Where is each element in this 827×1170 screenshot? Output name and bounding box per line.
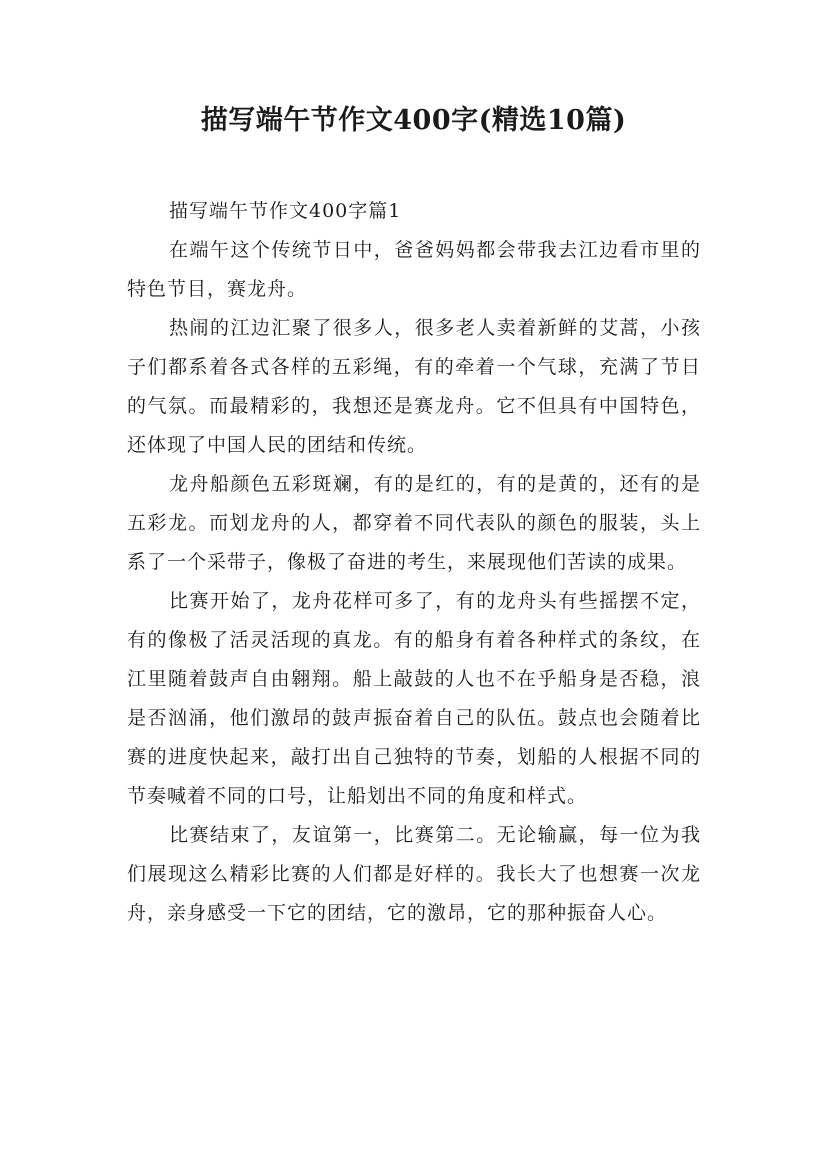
paragraph-2: 热闹的江边汇聚了很多人，很多老人卖着新鲜的艾蒿，小孩子们都系着各式各样的五彩绳，有的牵着一个气球，充满了节日的气氛。而最精彩的，我想还是赛龙舟。它不但具有中国特色，还体现了中国人民的团结和传统。 (127, 317, 701, 456)
paragraph-5: 比赛结束了，友谊第一，比赛第二。无论输赢，每一位为我们展现这么精彩比赛的人们都是好样的。我长大了也想赛一次龙舟，亲身感受一下它的团结，它的激昂，它的那种振奋人心。 (127, 824, 701, 924)
paragraph-4: 比赛开始了，龙舟花样可多了，有的龙舟头有些摇摆不定，有的像极了活灵活现的真龙。有的船身有着各种样式的条纹，在江里随着鼓声自由翱翔。船上敲鼓的人也不在乎船身是否稳，浪是否汹涌，他们激昂的鼓声振奋着自己的队伍。鼓点也会随着比赛的进度快起来，敲打出自己独特的节奏，划船的人根据不同的节奏喊着不同的口号，让船划出不同的角度和样式。 (127, 590, 701, 807)
paragraph-1: 在端午这个传统节日中，爸爸妈妈都会带我去江边看市里的特色节目，赛龙舟。 (127, 239, 701, 300)
paragraph-3: 龙舟船颜色五彩斑斓，有的是红的，有的是黄的，还有的是五彩龙。而划龙舟的人，都穿着不同代表队的颜色的服装，头上系了一个采带子，像极了奋进的考生，来展现他们苦读的成果。 (127, 473, 701, 573)
section-heading: 描写端午节作文400字篇1 (169, 200, 402, 222)
document-title: 描写端午节作文400字(精选10篇) (200, 105, 627, 136)
document-body (127, 192, 701, 933)
